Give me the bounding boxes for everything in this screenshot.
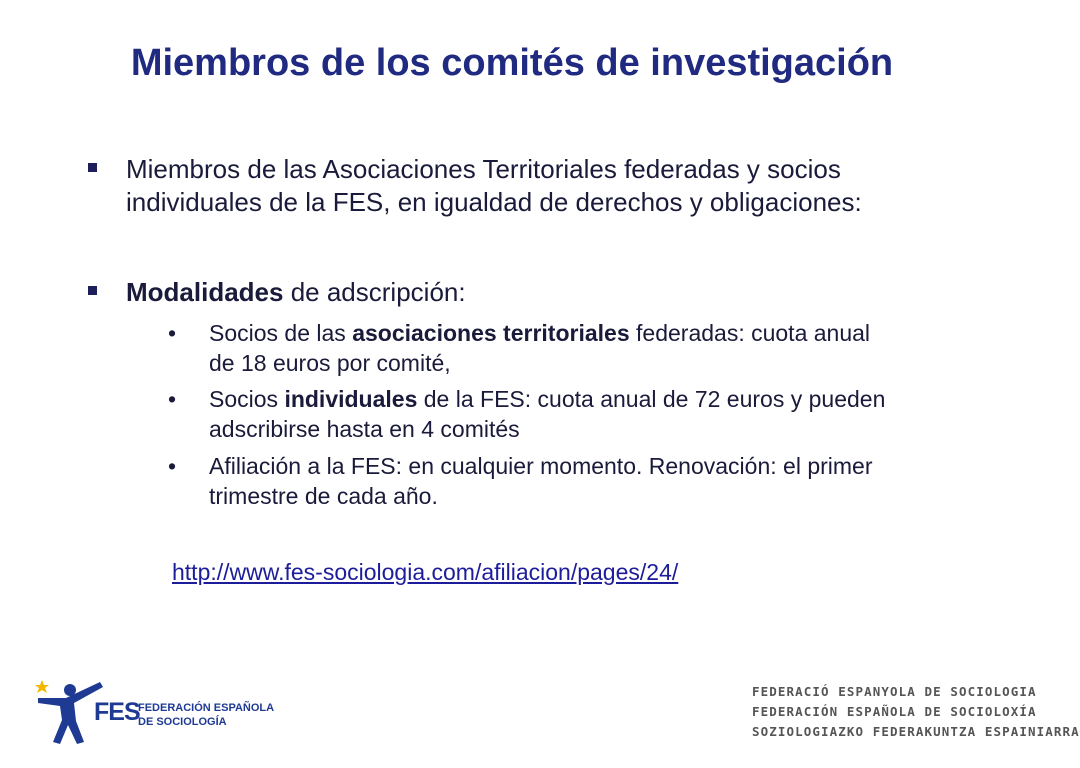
round-bullet-icon: • (168, 453, 177, 479)
bullet-modalities-text: Modalidades de adscripción: (126, 277, 466, 307)
fes-logo (30, 676, 275, 748)
square-bullet-icon (88, 286, 97, 295)
logo-acronym: FES (94, 698, 140, 726)
fes-multilingual-logotype (752, 682, 1080, 742)
logo-line-2: DE SOCIOLOGÍA (138, 716, 227, 728)
sub-item-text: Socios de las asociaciones territoriales federadas: cuota anual de 18 euros por comité, (209, 320, 871, 376)
bullet-members (88, 153, 968, 219)
sub-item-individual (168, 384, 888, 444)
bullet-members-text: Miembros de las Asociaciones Territoriales federadas y socios individuales de la FES, en igualdad de derechos y obligaciones: (126, 154, 862, 217)
affiliation-link[interactable]: http://www.fes-sociologia.com/afiliacion/pages/24/ (172, 559, 679, 585)
sub-item-text: Socios individuales de la FES: cuota anual de 72 euros y pueden adscribirse hasta en 4 comités (209, 386, 886, 442)
sub-item-affiliation (168, 451, 888, 511)
square-bullet-icon (88, 163, 97, 172)
slide-title: Miembros de los comités de investigación (130, 42, 894, 84)
sub-item-territorial (168, 318, 888, 378)
logotype-line-catalan: FEDERACIÓ ESPANYOLA DE SOCIOLOGIA (752, 684, 1037, 699)
round-bullet-icon: • (168, 320, 177, 346)
logo-line-1: FEDERACIÓN ESPAÑOLA (138, 702, 275, 714)
round-bullet-icon: • (168, 386, 177, 412)
star-icon (35, 680, 49, 693)
logotype-line-basque: SOZIOLOGIAZKO FEDERAKUNTZA ESPAINIARRA (752, 724, 1080, 739)
logotype-line-galician: FEDERACIÓN ESPAÑOLA DE SOCIOLOXÍA (752, 704, 1037, 719)
bullet-modalities (88, 276, 968, 309)
sub-item-text: Afiliación a la FES: en cualquier momento. Renovación: el primer trimestre de cada año. (209, 453, 873, 509)
